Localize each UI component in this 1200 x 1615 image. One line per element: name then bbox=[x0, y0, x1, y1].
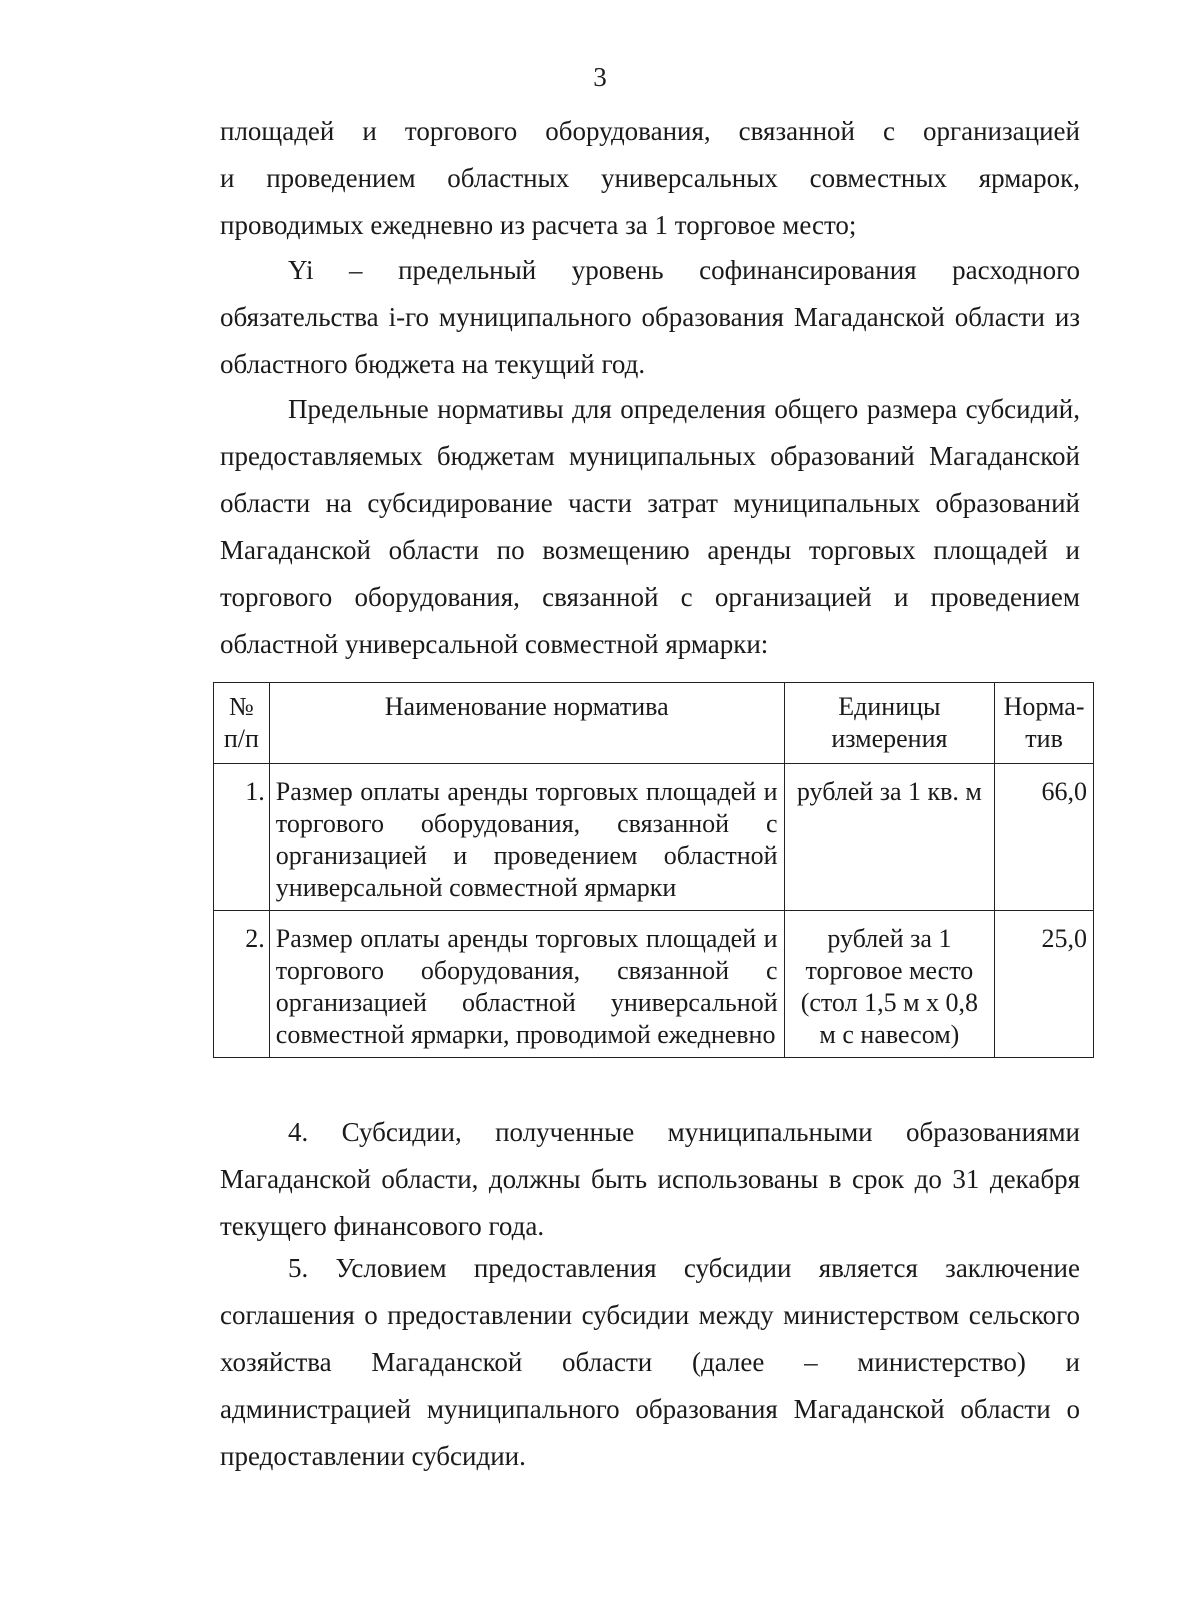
header-num: № п/п bbox=[214, 683, 270, 764]
paragraph-continuation bbox=[220, 108, 1080, 249]
page-number: 3 bbox=[593, 62, 607, 92]
paragraph-line: и проведением областных универсальных совместных ярмарок, bbox=[220, 163, 1080, 193]
row-num: 1. bbox=[214, 764, 270, 911]
row-num: 2. bbox=[214, 911, 270, 1058]
table-row bbox=[214, 911, 1094, 1058]
header-name: Наименование норматива bbox=[269, 683, 784, 764]
paragraph-line: проводимых ежедневно из расчета за 1 торговое место; bbox=[220, 210, 857, 240]
paragraph-line: площадей и торгового оборудования, связанной с организацией bbox=[220, 116, 1080, 146]
row-name: Размер оплаты аренды торговых площадей и торгового оборудования, связанной с организацией и проведением областной универсальной совместной ярмарки bbox=[269, 764, 784, 911]
norms-table bbox=[213, 682, 1094, 1058]
paragraph-yi-definition: Yi – предельный уровень софинансирования расходного обязательства i-го муниципального образования Магаданской области из областного бюджета на текущий год. bbox=[220, 255, 1080, 379]
table-row bbox=[214, 764, 1094, 911]
row-value: 25,0 bbox=[995, 911, 1094, 1058]
row-name: Размер оплаты аренды торговых площадей и торгового оборудования, связанной с организацией областной универсальной совместной ярмарки, проводимой ежедневно bbox=[269, 911, 784, 1058]
paragraph-item-5: 5. Условием предоставления субсидии является заключение соглашения о предоставлении субсидии между министерством сельского хозяйства Магаданской области (далее – министерство) и администрацией муниципального образования Магаданской области о предоставлении субсидии. bbox=[220, 1253, 1080, 1471]
paragraph-item-4: 4. Субсидии, полученные муниципальными образованиями Магаданской области, должны быть использованы в срок до 31 декабря текущего финансового года. bbox=[220, 1117, 1080, 1241]
row-value: 66,0 bbox=[995, 764, 1094, 911]
header-unit: Единицы измерения bbox=[784, 683, 995, 764]
header-value: Норма-тив bbox=[995, 683, 1094, 764]
row-unit: рублей за 1 торговое место (стол 1,5 м х 0,8 м с навесом) bbox=[784, 911, 995, 1058]
paragraph-norms-intro: Предельные нормативы для определения общего размера субсидий, предоставляемых бюджетам муниципальных образований Магаданской области на субсидирование части затрат муниципальных образований Магаданской области по возмещению аренды торговых площадей и торгового оборудования, связанной с организацией и проведением областной универсальной совместной ярмарки: bbox=[220, 394, 1080, 659]
row-unit: рублей за 1 кв. м bbox=[784, 764, 995, 911]
table-header-row bbox=[214, 683, 1094, 764]
